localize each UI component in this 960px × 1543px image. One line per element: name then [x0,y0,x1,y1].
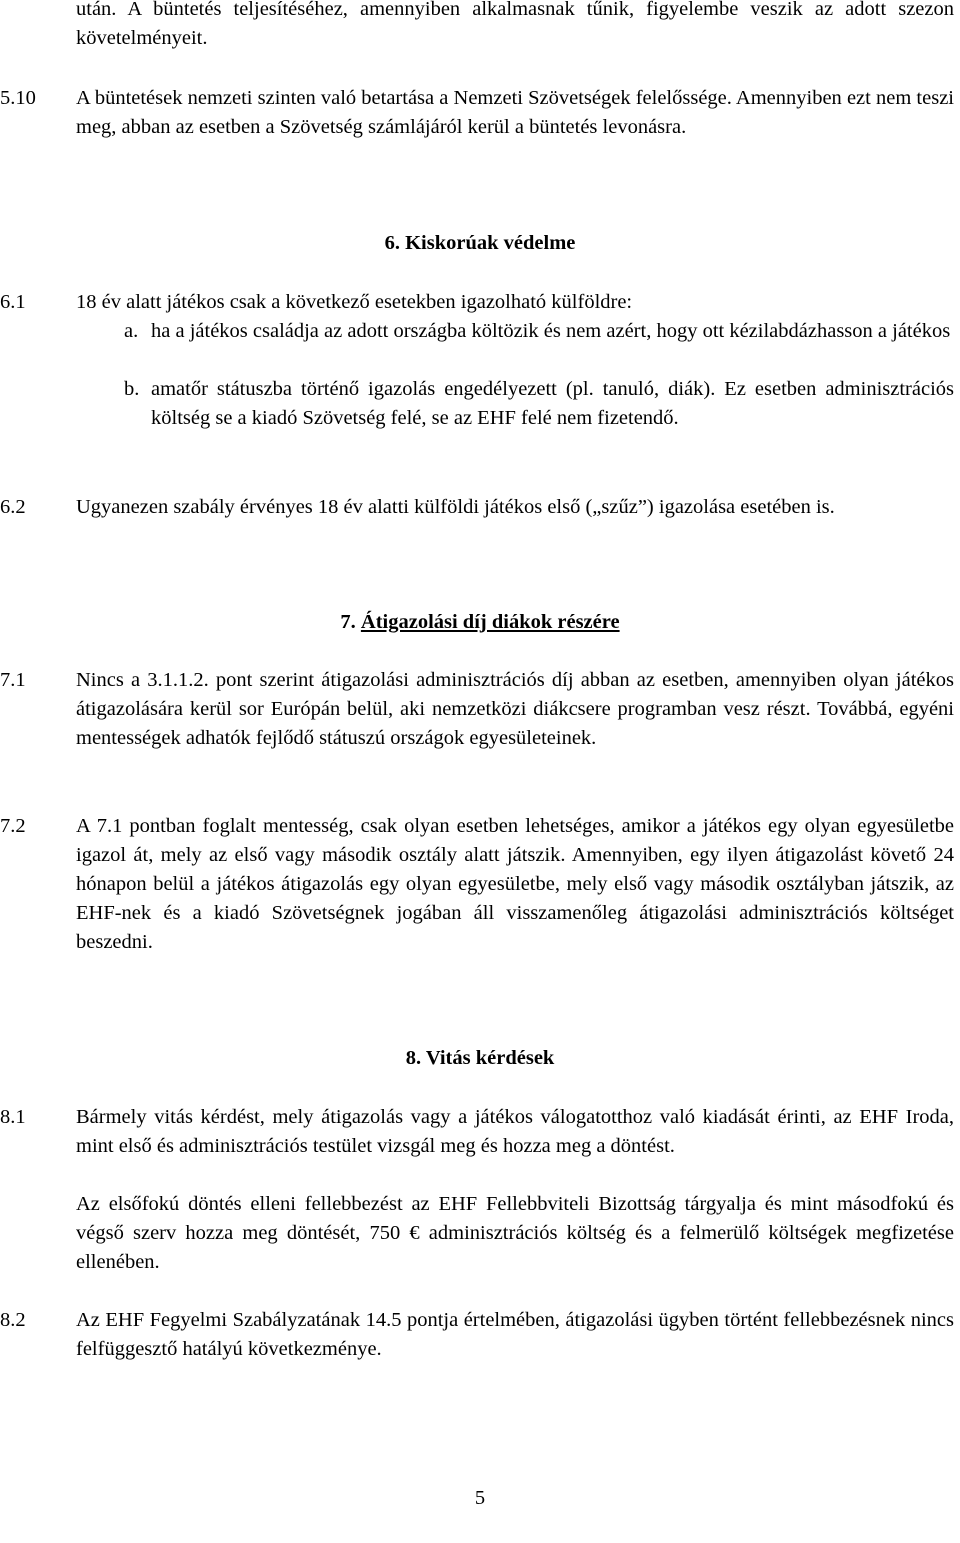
section-number-8-2: 8.2 [0,1309,26,1331]
section-7-1-text: Nincs a 3.1.1.2. pont szerint átigazolási adminisztrációs díj abban az esetben, amennyiben olyan játékos átigazolására kerül sor Európán belül, aki nemzetközi diákcsere programban vesz részt. Továbbá, egyéni mentességek adhatók fejlődő státuszú országok egyesületeinek. [76,669,954,749]
section-8-1-text: Bármely vitás kérdést, mely átigazolás vagy a játékos válogatotthoz való kiadását érinti, az EHF Iroda, mint első és adminisztrációs testület vizsgál meg és hozza meg a döntést. [76,1106,954,1157]
section-6-1-text: 18 év alatt játékos csak a következő esetekben igazolható külföldre: [76,291,633,313]
section-6-2-text: Ugyanezen szabály érvényes 18 év alatti külföldi játékos első („szűz”) igazolása esetében is. [76,496,835,518]
section-5-10-text: A büntetések nemzeti szinten való betartása a Nemzeti Szövetségek felelőssége. Amennyiben ezt nem teszi meg, abban az esetben a Szövetség számlájáról kerül a büntetés levonásra. [76,87,954,138]
section-number-6-2: 6.2 [0,496,26,518]
section-7-2-text: A 7.1 pontban foglalt mentesség, csak olyan esetben lehetséges, amikor a játékos egy olyan egyesületbe igazol át, mely az első vagy második osztály alatt játszik. Amennyiben, egy ilyen átigazolást követő 24 hónapon belül a játékos átigazolás egy olyan egyesületbe, mely első vagy második osztályban játszik, az EHF-nek és a kiadó Szövetségnek jogában áll visszamenőleg átigazolási adminisztrációs költséget beszedni. [76,815,954,953]
heading-section-6: 6. Kiskorúak védelme [384,232,576,254]
section-number-7-2: 7.2 [0,815,26,837]
list-marker-a: a. [124,320,139,342]
section-number-6-1: 6.1 [0,291,26,313]
section-8-2-text: Az EHF Fegyelmi Szabályzatának 14.5 pontja értelmében, átigazolási ügyben történt fellebbezésnek nincs felfüggesztő hatályú következménye. [76,1309,954,1360]
section-8-1-appeal-text: Az elsőfokú döntés elleni fellebbezést az EHF Fellebbviteli Bizottság tárgyalja és mint másodfokú és végső szerv hozza meg döntését, 750 € adminisztrációs költség és a felmerülő költségek megfizetése ellenében. [76,1193,954,1273]
section-number-5-10: 5.10 [0,87,36,109]
paragraph-intro: után. A büntetés teljesítéséhez, amennyiben alkalmasnak tűnik, figyelembe veszik az adott szezon követelményeit. [76,0,954,49]
heading-7-number: 7. [340,611,356,633]
section-number-7-1: 7.1 [0,669,26,691]
section-number-8-1: 8.1 [0,1106,26,1128]
section-6-1-b-text: amatőr státuszba történő igazolás engedélyezett (pl. tanuló, diák). Ez esetben adminisztrációs költség se a kiadó Szövetség felé, se az EHF felé nem fizetendő. [151,378,954,429]
section-6-1-a-text: ha a játékos családja az adott országba költözik és nem azért, hogy ott kézilabdázhasson a játékos [151,320,951,342]
page-number: 5 [474,1487,486,1509]
list-marker-b: b. [124,378,140,400]
heading-7-title: Átigazolási díj diákok részére [360,611,620,633]
heading-section-7 [0,608,960,637]
heading-section-8: 8. Vitás kérdések [405,1047,555,1069]
